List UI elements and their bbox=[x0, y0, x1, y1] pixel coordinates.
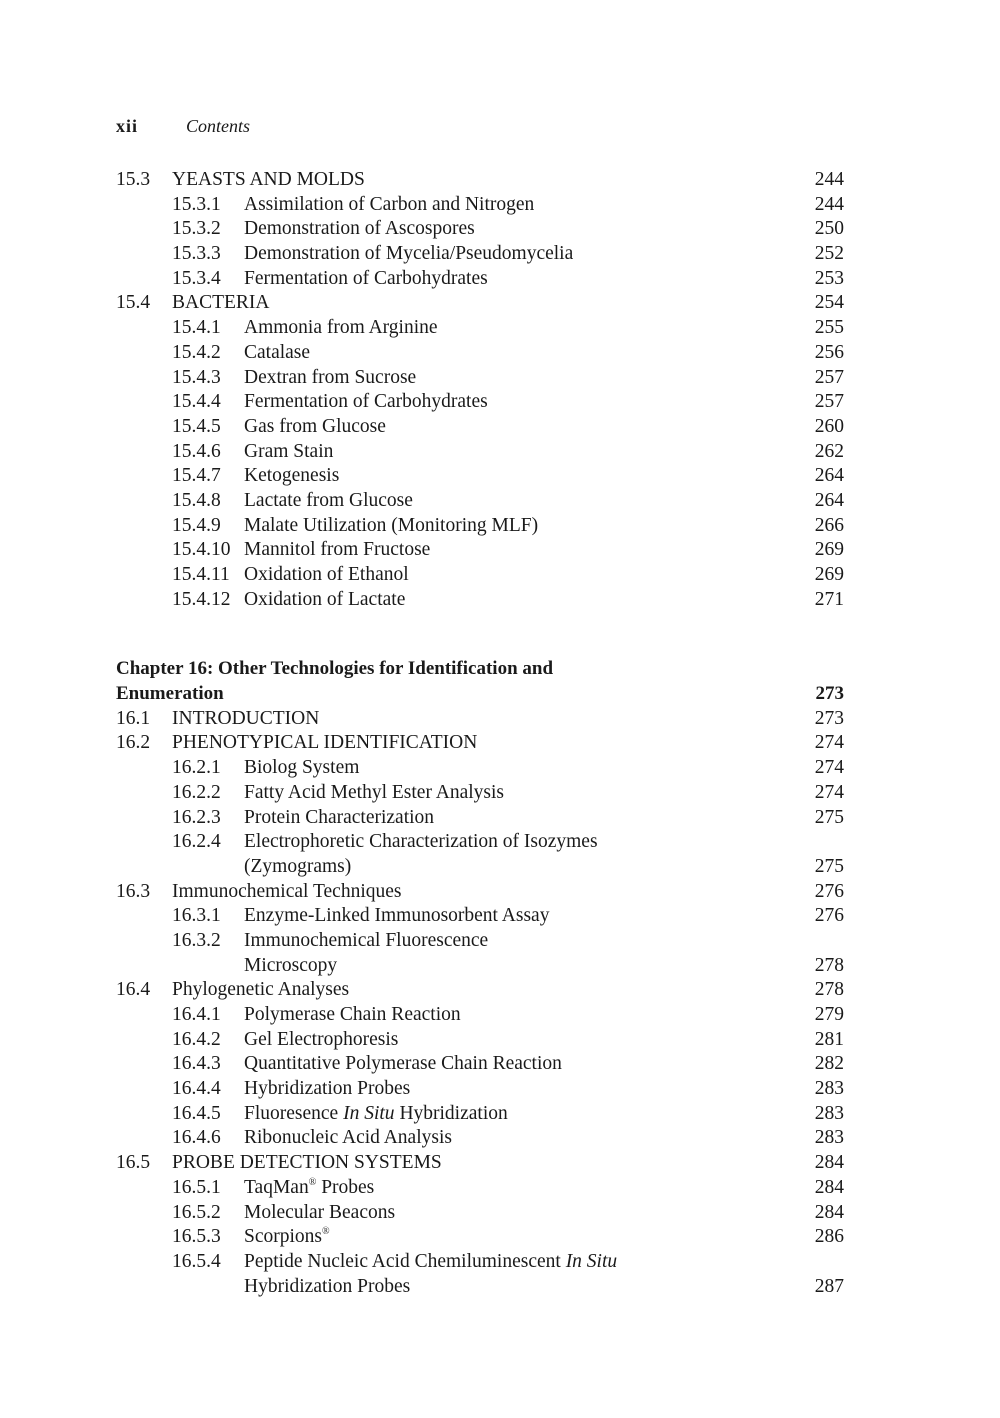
toc-entry[interactable] bbox=[116, 242, 846, 267]
entry-title: Fermentation of Carbohydrates bbox=[244, 267, 488, 289]
entry-title: Immunochemical Techniques bbox=[172, 880, 402, 902]
entry-number: 16.3.1 bbox=[172, 905, 221, 927]
entry-page: 281 bbox=[814, 1028, 844, 1050]
entry-title: Electrophoretic Characterization of Isozymes bbox=[244, 831, 598, 853]
entry-title: Dextran from Sucrose bbox=[244, 366, 417, 388]
entry-page: 266 bbox=[814, 514, 844, 536]
entry-page: 244 bbox=[814, 193, 844, 215]
entry-number: 15.4.2 bbox=[172, 341, 221, 363]
toc-entry[interactable] bbox=[116, 390, 846, 415]
entry-page: 278 bbox=[814, 954, 844, 976]
toc-entry[interactable] bbox=[116, 1250, 846, 1275]
entry-page: 274 bbox=[814, 732, 844, 754]
entry-title: Enzyme-Linked Immunosorbent Assay bbox=[244, 905, 550, 927]
entry-number: 15.4.8 bbox=[172, 489, 221, 511]
toc-entry[interactable] bbox=[116, 1151, 846, 1176]
entry-title: Fatty Acid Methyl Ester Analysis bbox=[244, 781, 504, 803]
entry-page: 286 bbox=[814, 1226, 844, 1248]
toc-entry[interactable] bbox=[116, 978, 846, 1003]
toc-entry[interactable] bbox=[116, 731, 846, 756]
entry-number: 15.4.9 bbox=[172, 514, 221, 536]
entry-number: 16.4.3 bbox=[172, 1053, 221, 1075]
toc-entry[interactable] bbox=[116, 514, 846, 539]
toc-entry[interactable] bbox=[116, 316, 846, 341]
chapter-heading[interactable] bbox=[116, 657, 846, 682]
entry-page: 283 bbox=[814, 1102, 844, 1124]
entry-title-cont: Hybridization Probes bbox=[244, 1275, 411, 1297]
entry-title: Demonstration of Ascospores bbox=[244, 218, 475, 240]
entry-number: 16.5.2 bbox=[172, 1201, 221, 1223]
toc-entry[interactable] bbox=[116, 904, 846, 929]
running-head-title: Contents bbox=[186, 116, 251, 136]
toc-entry[interactable] bbox=[116, 1028, 846, 1053]
entry-page: 287 bbox=[814, 1275, 844, 1297]
entry-number: 16.5 bbox=[116, 1152, 151, 1174]
entry-title: Scorpions® bbox=[244, 1226, 330, 1248]
entry-page: 256 bbox=[814, 341, 844, 363]
entry-number: 16.2.3 bbox=[172, 806, 221, 828]
entry-number: 16.5.1 bbox=[172, 1176, 221, 1198]
entry-title: Ketogenesis bbox=[244, 465, 340, 487]
entry-number: 16.2.2 bbox=[172, 781, 221, 803]
page-folio: xii bbox=[116, 116, 139, 136]
toc-entry[interactable] bbox=[116, 1077, 846, 1102]
registered-mark: ® bbox=[308, 1176, 317, 1188]
entry-title: Immunochemical Fluorescence bbox=[244, 929, 489, 951]
chapter-heading-cont[interactable] bbox=[116, 682, 846, 707]
toc-entry[interactable] bbox=[116, 756, 846, 781]
entry-page: 244 bbox=[814, 169, 844, 190]
entry-page: 257 bbox=[814, 366, 844, 388]
entry-number: 15.3.4 bbox=[172, 267, 221, 289]
entry-number: 16.2.1 bbox=[172, 757, 221, 779]
entry-number: 15.4.4 bbox=[172, 391, 221, 413]
entry-number: 16.4.6 bbox=[172, 1127, 221, 1149]
toc-entry[interactable] bbox=[116, 1102, 846, 1127]
toc-entry[interactable] bbox=[116, 1201, 846, 1226]
toc-entry[interactable] bbox=[116, 366, 846, 391]
entry-number: 15.4.5 bbox=[172, 415, 221, 437]
entry-number: 16.4.2 bbox=[172, 1028, 221, 1050]
entry-page: 275 bbox=[814, 806, 844, 828]
entry-page: 269 bbox=[814, 564, 844, 585]
entry-page: 252 bbox=[814, 243, 844, 265]
entry-number: 15.4.1 bbox=[172, 317, 221, 339]
entry-page: 254 bbox=[814, 292, 844, 314]
entry-page: 275 bbox=[814, 855, 844, 877]
entry-number: 16.3 bbox=[116, 880, 151, 902]
entry-number: 15.4 bbox=[116, 292, 151, 314]
entry-page: 269 bbox=[814, 539, 844, 561]
toc-entry[interactable] bbox=[116, 880, 846, 905]
chapter-page: 273 bbox=[815, 683, 844, 705]
entry-title: Fermentation of Carbohydrates bbox=[244, 391, 488, 413]
toc-entry[interactable] bbox=[116, 1176, 846, 1201]
entry-title: Catalase bbox=[244, 341, 311, 363]
entry-number: 16.1 bbox=[116, 707, 151, 729]
toc-entry[interactable] bbox=[116, 217, 846, 242]
entry-title: Biolog System bbox=[244, 757, 360, 779]
entry-title: Protein Characterization bbox=[244, 806, 435, 828]
entry-page: 284 bbox=[814, 1152, 844, 1174]
entry-title: PHENOTYPICAL IDENTIFICATION bbox=[172, 732, 478, 754]
chapter-title-line1: Chapter 16: Other Technologies for Identification and bbox=[116, 658, 554, 680]
toc-entry[interactable] bbox=[116, 291, 846, 316]
toc-entry-continuation[interactable] bbox=[116, 954, 846, 979]
entry-title: Lactate from Glucose bbox=[244, 489, 413, 511]
toc-entry[interactable] bbox=[116, 563, 846, 588]
entry-title: Mannitol from Fructose bbox=[244, 539, 431, 561]
entry-page: 274 bbox=[814, 781, 844, 803]
entry-number: 15.4.6 bbox=[172, 440, 221, 462]
entry-page: 278 bbox=[814, 979, 844, 1001]
entry-number: 16.4 bbox=[116, 979, 151, 1001]
entry-title: Demonstration of Mycelia/Pseudomycelia bbox=[244, 243, 574, 265]
entry-page: 264 bbox=[814, 489, 844, 511]
toc-entry[interactable] bbox=[116, 168, 846, 193]
entry-page: 276 bbox=[814, 905, 844, 927]
entry-number: 16.4.1 bbox=[172, 1004, 221, 1025]
entry-number: 15.4.3 bbox=[172, 366, 221, 388]
toc-entry[interactable] bbox=[116, 830, 846, 855]
entry-page: 283 bbox=[814, 1127, 844, 1149]
section-gap bbox=[116, 612, 846, 657]
toc-entry[interactable] bbox=[116, 1225, 846, 1250]
toc-entry[interactable] bbox=[116, 440, 846, 465]
entry-title: Hybridization Probes bbox=[244, 1078, 411, 1100]
entry-title: Malate Utilization (Monitoring MLF) bbox=[244, 514, 539, 536]
entry-title: Gel Electrophoresis bbox=[244, 1028, 399, 1050]
entry-page: 284 bbox=[814, 1201, 844, 1223]
toc-entry[interactable] bbox=[116, 1052, 846, 1077]
entry-title: INTRODUCTION bbox=[172, 707, 320, 729]
toc-entry[interactable] bbox=[116, 806, 846, 831]
entry-number: 15.3 bbox=[116, 169, 151, 190]
toc-entry-continuation[interactable] bbox=[116, 1275, 846, 1300]
toc-entry[interactable] bbox=[116, 1003, 846, 1028]
entry-number: 15.4.11 bbox=[172, 564, 230, 585]
entry-title: PROBE DETECTION SYSTEMS bbox=[172, 1152, 442, 1174]
entry-page: 274 bbox=[814, 757, 844, 779]
toc-entry-continuation[interactable] bbox=[116, 855, 846, 880]
entry-page: 264 bbox=[814, 465, 844, 487]
toc-entry[interactable] bbox=[116, 267, 846, 292]
toc-entry[interactable] bbox=[116, 538, 846, 563]
entry-page: 276 bbox=[814, 880, 844, 902]
entry-page: 271 bbox=[814, 588, 844, 610]
entry-number: 15.4.12 bbox=[172, 588, 231, 610]
running-head bbox=[116, 116, 250, 137]
entry-number: 15.4.7 bbox=[172, 465, 221, 487]
entry-title: Gas from Glucose bbox=[244, 415, 386, 437]
entry-title-cont: Microscopy bbox=[244, 954, 338, 976]
entry-page: 262 bbox=[814, 440, 844, 462]
entry-page: 282 bbox=[814, 1053, 844, 1075]
entry-title: Polymerase Chain Reaction bbox=[244, 1004, 461, 1025]
entry-title: Assimilation of Carbon and Nitrogen bbox=[244, 193, 535, 215]
toc-entry[interactable] bbox=[116, 415, 846, 440]
entry-number: 16.3.2 bbox=[172, 929, 221, 951]
entry-number: 16.4.5 bbox=[172, 1102, 221, 1124]
toc-entry[interactable] bbox=[116, 588, 846, 613]
entry-title-cont: (Zymograms) bbox=[244, 855, 352, 877]
chapter-title-line2: Enumeration bbox=[116, 683, 224, 705]
entry-title: BACTERIA bbox=[172, 292, 270, 314]
entry-title: Molecular Beacons bbox=[244, 1201, 396, 1223]
toc-entry[interactable] bbox=[116, 341, 846, 366]
entry-title: TaqMan® Probes bbox=[244, 1176, 375, 1198]
entry-title: Peptide Nucleic Acid Chemiluminescent In Situ bbox=[244, 1250, 618, 1272]
entry-number: 15.3.2 bbox=[172, 218, 221, 240]
toc-entry[interactable] bbox=[116, 929, 846, 954]
entry-page: 257 bbox=[814, 391, 844, 413]
entry-page: 250 bbox=[814, 218, 844, 240]
toc-entry[interactable] bbox=[116, 489, 846, 514]
toc-entry[interactable] bbox=[116, 707, 846, 732]
toc-entry[interactable] bbox=[116, 464, 846, 489]
entry-number: 15.4.10 bbox=[172, 539, 231, 561]
table-of-contents bbox=[116, 168, 846, 1299]
entry-page: 260 bbox=[814, 415, 844, 437]
entry-number: 16.2.4 bbox=[172, 831, 221, 853]
entry-title: YEASTS AND MOLDS bbox=[172, 169, 365, 190]
entry-number: 16.5.4 bbox=[172, 1250, 221, 1272]
entry-page: 283 bbox=[814, 1078, 844, 1100]
entry-number: 15.3.1 bbox=[172, 193, 221, 215]
toc-entry[interactable] bbox=[116, 193, 846, 218]
toc-entry[interactable] bbox=[116, 1126, 846, 1151]
entry-title: Ammonia from Arginine bbox=[244, 317, 438, 339]
entry-title: Gram Stain bbox=[244, 440, 334, 462]
entry-page: 273 bbox=[814, 707, 844, 729]
entry-title: Phylogenetic Analyses bbox=[172, 979, 350, 1001]
entry-page: 284 bbox=[814, 1176, 844, 1198]
entry-title: Oxidation of Ethanol bbox=[244, 564, 409, 585]
entry-page: 253 bbox=[814, 267, 844, 289]
entry-number: 15.3.3 bbox=[172, 243, 221, 265]
entry-title: Oxidation of Lactate bbox=[244, 588, 406, 610]
entry-page: 255 bbox=[814, 317, 844, 339]
entry-number: 16.5.3 bbox=[172, 1226, 221, 1248]
entry-title: Fluoresence In Situ Hybridization bbox=[244, 1102, 508, 1124]
entry-title: Quantitative Polymerase Chain Reaction bbox=[244, 1053, 562, 1075]
entry-page: 279 bbox=[814, 1004, 844, 1025]
registered-mark: ® bbox=[322, 1226, 330, 1238]
entry-number: 16.4.4 bbox=[172, 1078, 221, 1100]
entry-title: Ribonucleic Acid Analysis bbox=[244, 1127, 452, 1149]
toc-entry[interactable] bbox=[116, 781, 846, 806]
entry-number: 16.2 bbox=[116, 732, 151, 754]
